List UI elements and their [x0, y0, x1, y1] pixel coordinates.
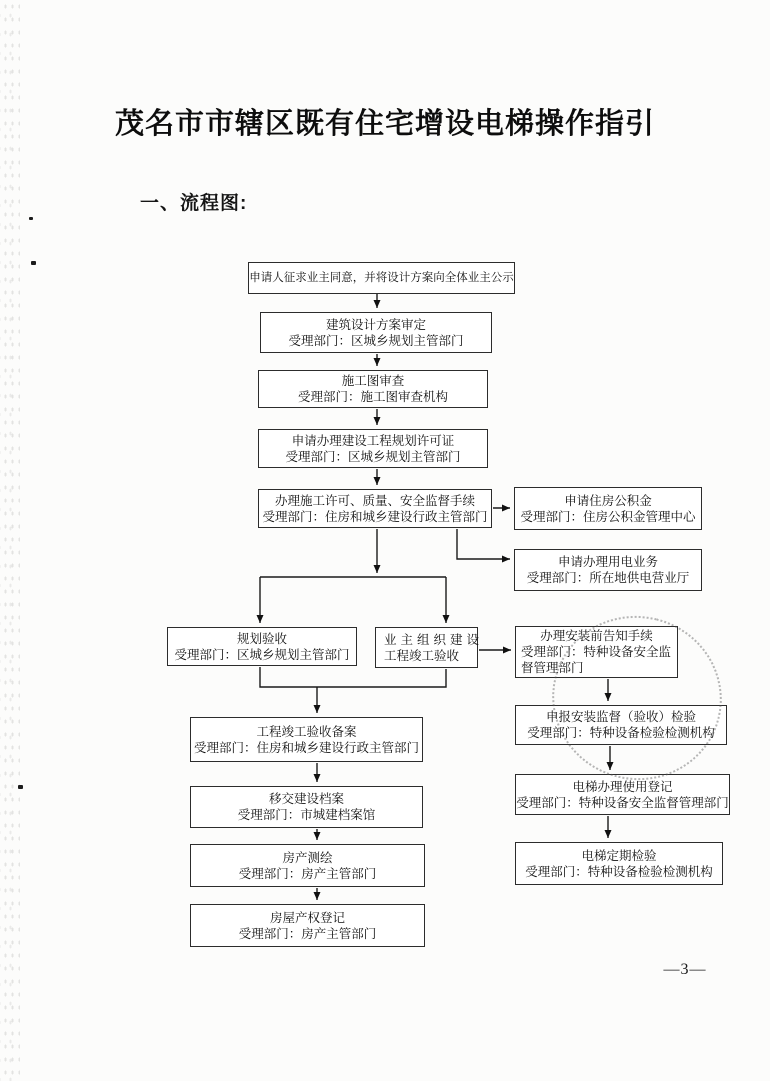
scan-speck	[29, 217, 33, 220]
page-number: —3—	[663, 961, 707, 978]
flow-node-construction-permit: 办理施工许可、质量、安全监督手续 受理部门：住房和城乡建设行政主管部门	[258, 489, 492, 528]
scan-speck	[31, 261, 36, 265]
flow-node-planning-acceptance: 规划验收 受理部门：区城乡规划主管部门	[167, 627, 357, 666]
section-heading: 一、流程图:	[140, 193, 248, 214]
flow-node-property-registration: 房屋产权登记 受理部门：房产主管部门	[190, 904, 425, 947]
flow-node-planning-permit: 申请办理建设工程规划许可证 受理部门：区城乡规划主管部门	[258, 429, 488, 468]
flow-node-housing-fund: 申请住房公积金 受理部门：住房公积金管理中心	[514, 487, 702, 530]
flow-node-owner-acceptance: 业主组织建设 工程竣工验收	[375, 627, 478, 668]
flow-node-periodic-inspection: 电梯定期检验 受理部门：特种设备检验检测机构	[515, 842, 723, 885]
scan-noise-band	[0, 0, 20, 1081]
flow-node-design-review: 建筑设计方案审定 受理部门：区城乡规划主管部门	[260, 312, 492, 353]
flow-node-owner-consent: 申请人征求业主同意，并将设计方案向全体业主公示	[248, 262, 515, 294]
flow-node-property-surveying: 房产测绘 受理部门：房产主管部门	[190, 844, 425, 887]
flow-node-completion-filing: 工程竣工验收备案 受理部门：住房和城乡建设行政主管部门	[190, 717, 423, 762]
flow-node-archives-transfer: 移交建设档案 受理部门：市城建档案馆	[190, 786, 423, 828]
flow-node-install-notice: 办理安装前告知手续 受理部门：特种设备安全监督管理部门	[515, 626, 678, 678]
page-title: 茂名市市辖区既有住宅增设电梯操作指引	[114, 108, 655, 140]
flow-node-use-registration: 电梯办理使用登记 受理部门：特种设备安全监督管理部门	[515, 774, 730, 815]
scan-speck	[18, 785, 23, 789]
flow-node-drawing-review: 施工图审查 受理部门：施工图审查机构	[258, 370, 488, 408]
flow-node-install-inspection: 申报安装监督（验收）检验 受理部门：特种设备检验检测机构	[515, 705, 727, 745]
flow-node-electricity-service: 申请办理用电业务 受理部门：所在地供电营业厅	[514, 549, 702, 591]
